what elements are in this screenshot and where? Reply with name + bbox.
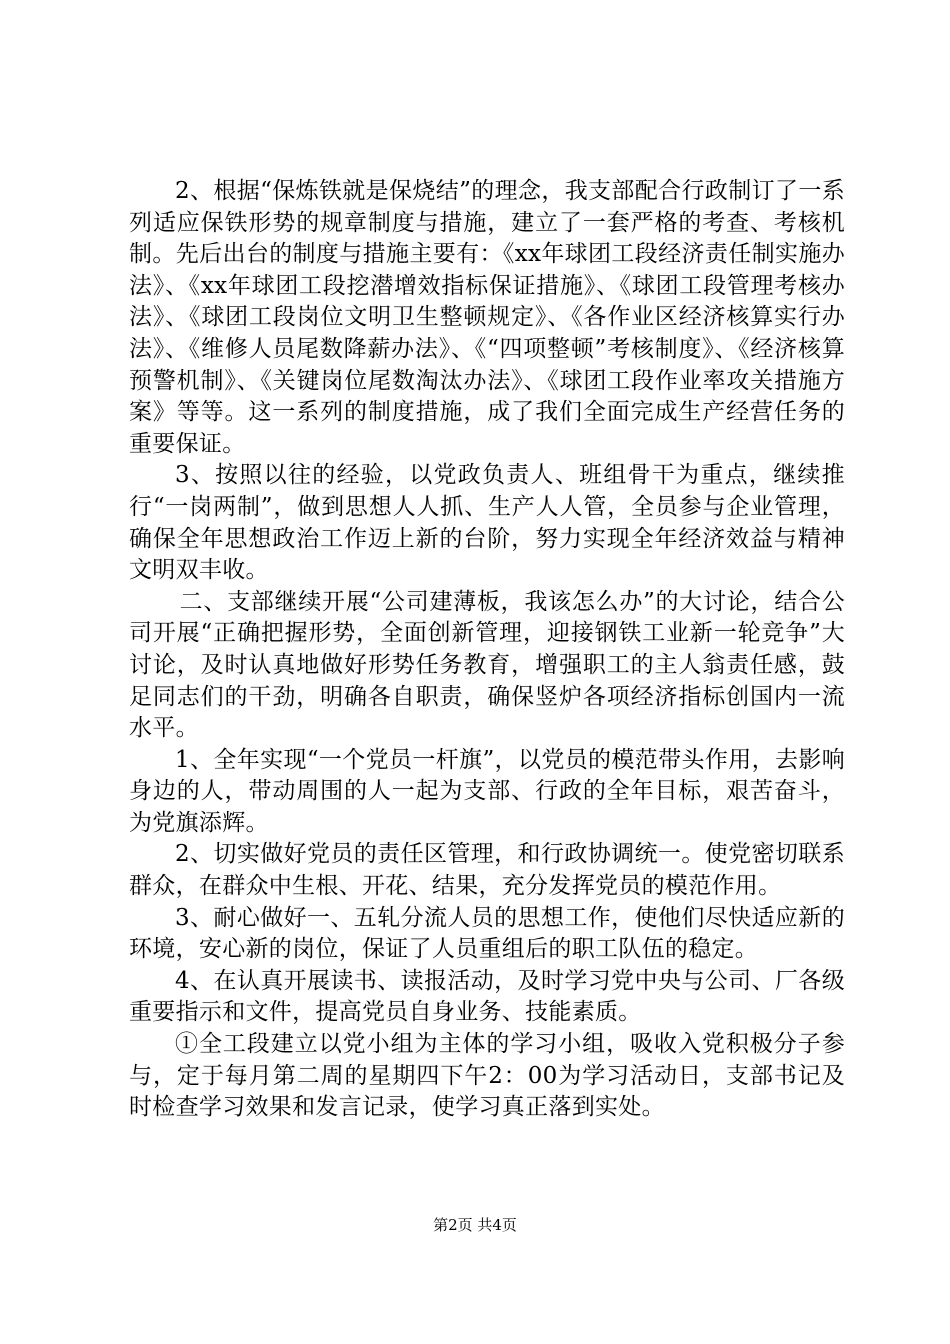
- paragraph-section-two: 二、支部继续开展“公司建薄板，我该怎么办”的大讨论，结合公司开展“正确把握形势，全面创新管理，迎接钢铁工业新一轮竞争”大讨论，及时认真地做好形势任务教育，增强职工的主人翁责任感，鼓足同志们的干劲，明确各自职责，确保竖炉各项经济指标创国内一流水平。: [129, 588, 845, 742]
- page-number-footer: 第2页 共4页: [433, 1216, 517, 1234]
- paragraph-diversion-staff: 3、耐心做好一、五轧分流人员的思想工作，使他们尽快适应新的环境，安心新的岗位，保证了人员重组后的职工队伍的稳定。: [129, 904, 845, 963]
- paragraph-experience: 3、按照以往的经验，以党政负责人、班组骨干为重点，继续推行“一岗两制”，做到思想人人抓、生产人人管，全员参与企业管理，确保全年思想政治工作迈上新的台阶，努力实现全年经济效益与精神文明双丰收。: [129, 462, 845, 584]
- paragraph-study-groups: ①全工段建立以党小组为主体的学习小组，吸收入党积极分子参与，定于每月第二周的星期四下午2：00为学习活动日，支部书记及时检查学习效果和发言记录，使学习真正落到实处。: [129, 1031, 845, 1121]
- paragraph-responsibility-zone: 2、切实做好党员的责任区管理，和行政协调统一。使党密切联系群众，在群众中生根、开花、结果，充分发挥党员的模范作用。: [129, 841, 845, 900]
- document-body: [129, 176, 845, 1124]
- paragraph-party-flag: 1、全年实现“一个党员一杆旗”，以党员的模范带头作用，去影响身边的人，带动周围的人一起为支部、行政的全年目标，艰苦奋斗，为党旗添辉。: [129, 746, 845, 836]
- paragraph-regulations: 2、根据“保炼铁就是保烧结”的理念，我支部配合行政制订了一系列适应保铁形势的规章制度与措施，建立了一套严格的考查、考核机制。先后出台的制度与措施主要有：《xx年球团工段经济责任制实施办法》、《xx年球团工段挖潜增效指标保证措施》、《球团工段管理考核办法》、《球团工段岗位文明卫生整顿规定》、《各作业区经济核算实行办法》、《维修人员尾数降薪办法》、《“四项整顿”考核制度》、《经济核算预警机制》、《关键岗位尾数淘汰办法》、《球团工段作业率攻关措施方案》等等。这一系列的制度措施，成了我们全面完成生产经营任务的重要保证。: [129, 178, 845, 457]
- paragraph-study-activities: 4、在认真开展读书、读报活动，及时学习党中央与公司、厂各级重要指示和文件，提高党员自身业务、技能素质。: [129, 967, 845, 1026]
